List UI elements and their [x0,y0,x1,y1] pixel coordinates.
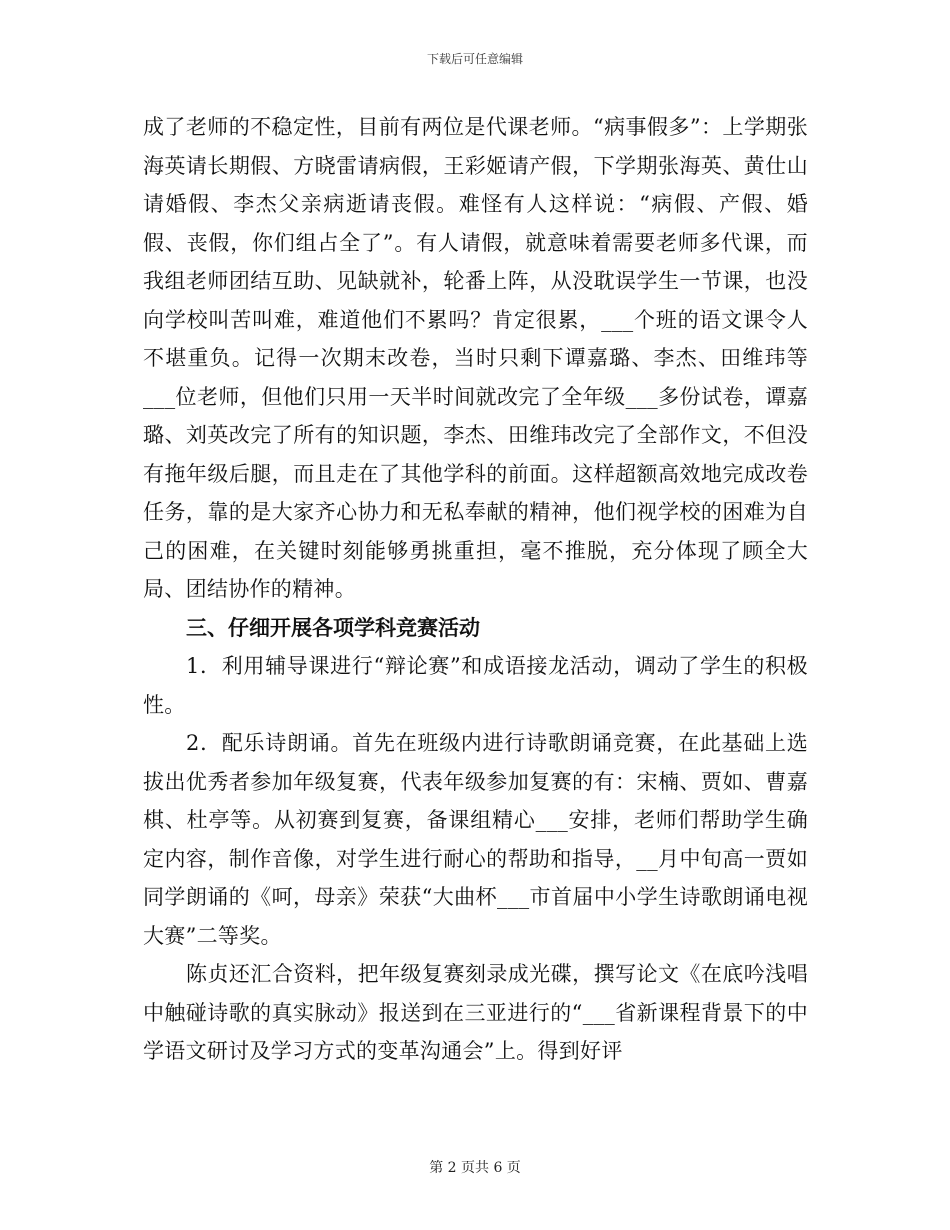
page-footer: 第 2 页共 6 页 [429,1160,521,1176]
document-body [143,108,808,1071]
body-paragraph-1: 成了老师的不稳定性，目前有两位是代课老师。“病事假多”：上学期张海英请长期假、方晓雷请病假，王彩姬请产假，下学期张海英、黄仕山请婚假、李杰父亲病逝请丧假。难怪有人这样说：“病假、产假、婚假、丧假，你们组占全了”。有人请假，就意味着需要老师多代课，而我组老师团结互助、见缺就补，轮番上阵，从没耽误学生一节课，也没向学校叫苦叫难，难道他们不累吗？肯定很累，___个班的语文课令人不堪重负。记得一次期末改卷，当时只剩下谭嘉璐、李杰、田维玮等___位老师，但他们只用一天半时间就改完了全年级___多份试卷，谭嘉璐、刘英改完了所有的知识题，李杰、田维玮改完了全部作文，不但没有拖年级后腿，而且走在了其他学科的前面。这样超额高效地完成改卷任务，靠的是大家齐心协力和无私奉献的精神，他们视学校的困难为自己的困难，在关键时刻能够勇挑重担，毫不推脱，充分体现了顾全大局、团结协作的精神。 [143,115,808,601]
list-item-1: 1．利用辅导课进行“辩论赛”和成语接龙活动，调动了学生的积极性。 [143,654,808,717]
page-header: 下载后可任意编辑 [426,52,523,66]
body-paragraph-last: 陈贞还汇合资料，把年级复赛刻录成光碟，撰写论文《在底吟浅唱中触碰诗歌的真实脉动》报送到在三亚进行的“___省新课程背景下的中学语文研讨及学习方式的变革沟通会”上。得到好评 [143,962,808,1063]
section-heading-3: 三、仔细开展各项学科竞赛活动 [186,615,480,640]
list-item-2: 2．配乐诗朗诵。首先在班级内进行诗歌朗诵竞赛，在此基础上选拔出优秀者参加年级复赛，代表年级参加复赛的有：宋楠、贾如、曹嘉棋、杜亭等。从初赛到复赛，备课组精心___安排，老师们帮助学生确定内容，制作音像，对学生进行耐心的帮助和指导，__月中旬高一贾如同学朗诵的《呵，母亲》荣获“大曲杯___市首届中小学生诗歌朗诵电视大赛”二等奖。 [143,731,808,948]
